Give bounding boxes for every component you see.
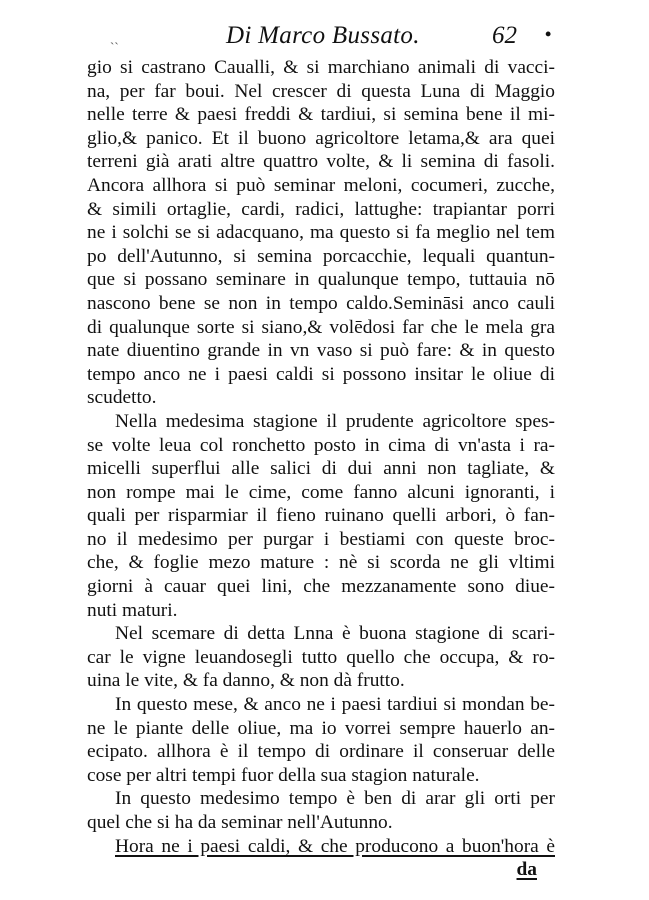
page-number: 62: [492, 22, 517, 49]
text-line: gio si castrano Caualli, & si marchiano animali di vacci-: [87, 57, 555, 78]
text-line: nuti maturi.: [87, 599, 178, 621]
text-line: terreni già arati altre quattro volte, & li semina di fasoli.: [87, 151, 555, 173]
text-line: ne le piante delle oliue, ma io vorrei sempre hauerlo an-: [87, 717, 555, 739]
text-line: scudetto.: [87, 387, 157, 409]
paragraph-start-line: Nella medesima stagione il prudente agricoltore spes-: [115, 410, 555, 432]
running-head: Di Marco Bussato.: [226, 22, 420, 49]
text-line: nate diuentino grande in vn vaso si può fare: & in questo: [87, 340, 555, 362]
text-line: che, & foglie mezo mature : nè si scorda ne gli vltimi: [87, 552, 555, 574]
text-line: uina le vite, & fa danno, & non dà frutto.: [87, 670, 405, 692]
text-line: quel che si ha da seminar nell'Autunno.: [87, 812, 393, 833]
text-line: po dell'Autunno, si semina porcacchie, lequali quantun-: [87, 245, 555, 267]
gutter-mark: ˎˎ: [110, 30, 119, 45]
text-line: & simili ortaglie, cardi, radici, lattughe: trapiantar porri: [87, 198, 555, 220]
text-line: car le vigne leuandosegli tutto quello che occupa, & ro-: [87, 646, 555, 668]
text-line: nascono bene se non in tempo caldo.Semināsi anco cauli: [87, 292, 555, 314]
text-line: quali per risparmiar il fieno ruinano quelli arbori, ò fan-: [87, 505, 555, 527]
paragraph-start-line: In questo medesimo tempo è ben di arar gli orti per: [115, 788, 555, 810]
catchword: da: [516, 859, 537, 881]
paragraph-start-line: Nel scemare di detta Lnna è buona stagione di scari-: [115, 623, 555, 645]
text-line: micelli superflui alle salici di dui anni non tagliate, &: [87, 458, 555, 480]
text-line: na, per far boui. Nel crescer di questa Luna di Maggio: [87, 80, 555, 102]
text-line: que si possano seminare in qualunque tempo, tuttauia nō: [87, 269, 555, 291]
text-line: se volte leua col ronchetto posto in cima di vn'asta i ra-: [87, 434, 555, 456]
text-line: no il medesimo per purgar i bestiami con queste broc-: [87, 528, 555, 550]
text-line: cose per altri tempi fuor della sua stagion naturale.: [87, 764, 480, 786]
text-line: tempo anco ne i paesi caldi si possono insitar le oliue di: [87, 363, 555, 385]
text-line: di qualunque sorte si siano,& volēdosi far che le mela gra: [87, 316, 555, 338]
body-text: [87, 56, 555, 882]
underlined-text: Hora ne i paesi caldi, & che producono a buon'hora è: [115, 835, 555, 857]
page-header: [0, 22, 649, 52]
text-line: ne i solchi se si adacquano, ma questo si fa meglio nel tem: [87, 222, 555, 244]
header-ornament: •: [545, 24, 552, 44]
paragraph-start-line: In questo mese, & anco ne i paesi tardiui si mondan be-: [115, 694, 555, 716]
text-line: non rompe mai le cime, come fanno alcuni ignoranti, i: [87, 481, 555, 503]
text-line: ecipato. allhora è il tempo di ordinare il conseruar delle: [87, 741, 555, 763]
text-line: glio,& panico. Et il buono agricoltore letama,& ara quei: [87, 127, 555, 149]
text-line: Ancora allhora si può seminar meloni, cocumeri, zucche,: [87, 174, 555, 196]
text-line: giorni à cauar quei lini, che mezzanamente sono diue-: [87, 576, 555, 598]
paragraph-start-line: [87, 835, 555, 859]
text-line: nelle terre & paesi freddi & tardiui, si semina bene il mi-: [87, 104, 555, 126]
